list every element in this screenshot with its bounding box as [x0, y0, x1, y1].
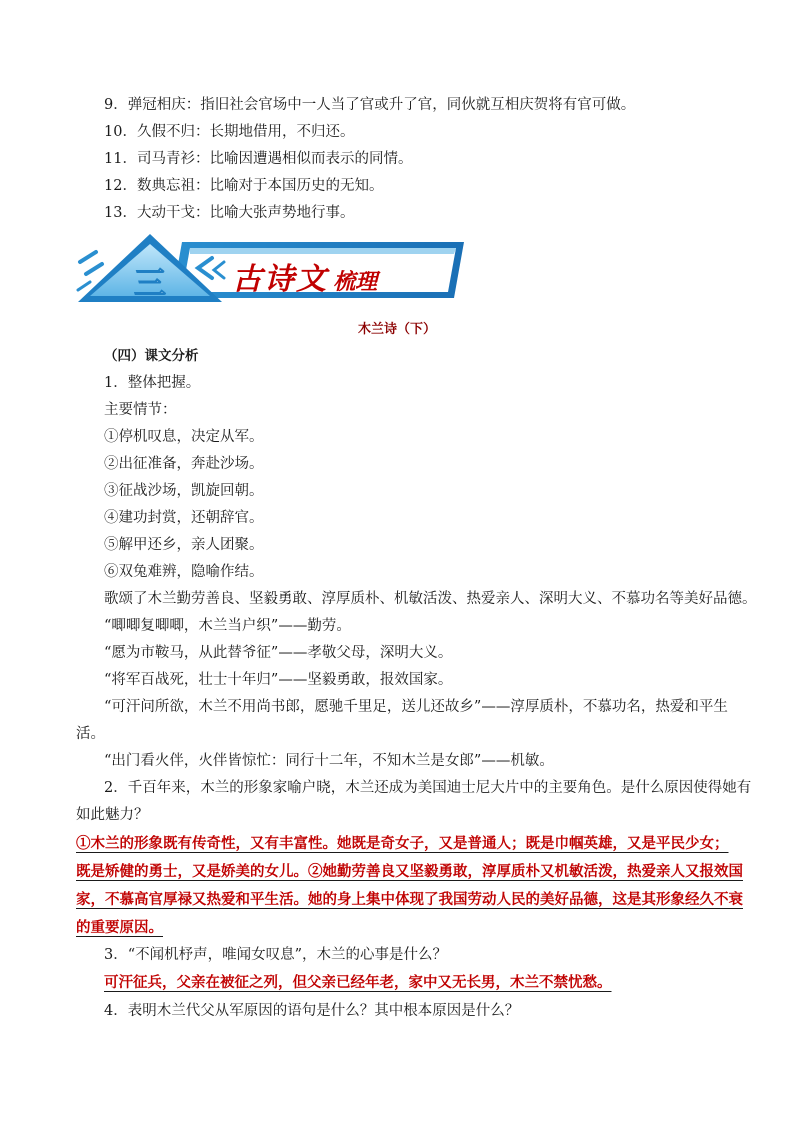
question-3-text: 3．“不闻机杼声，唯闻女叹息”，木兰的心事是什么？: [104, 947, 448, 963]
plot-item: ②出征准备，奔赴沙场。: [104, 456, 264, 472]
plot-item: ⑤解甲还乡，亲人团聚。: [104, 537, 264, 553]
question-1-label: 1．整体把握。: [104, 375, 201, 391]
plot-item: ⑥双兔难辨，隐喻作结。: [104, 564, 264, 580]
question-4-text: 4．表明木兰代父从军原因的语句是什么？其中根本原因是什么？: [104, 1003, 520, 1019]
section-banner: [72, 232, 468, 308]
question-2-text: 2．千百年来，木兰的形象家喻户晓，木兰还成为美国迪士尼大片中的主要角色。是什么原因使得她有: [104, 780, 752, 796]
quote-line: “可汗问所欲，木兰不用尚书郎，愿驰千里足，送儿还故乡”——淳厚质朴，不慕功名，热爱和平生: [104, 699, 728, 715]
banner-title-main: 古诗文: [232, 262, 328, 297]
summary-text: 歌颂了木兰勤劳善良、坚毅勇敢、淳厚质朴、机敏活泼、热爱亲人、深明大义、不慕功名等美好品德。: [104, 591, 757, 607]
answer-2-line: 既是矫健的勇士，又是娇美的女儿。②她勤劳善良又坚毅勇敢，淳厚质朴又机敏活泼，热爱亲人又报效国: [76, 863, 743, 880]
quote-line: 活。: [76, 726, 105, 742]
definition-item: 11．司马青衫：比喻因遭遇相似而表示的同情。: [104, 151, 413, 167]
quote-line: “将军百战死，壮士十年归”——坚毅勇敢，报效国家。: [104, 672, 453, 688]
answer-2-line: 的重要原因。: [76, 919, 163, 936]
banner-title: [232, 254, 377, 298]
lesson-title: 木兰诗（下）: [357, 322, 436, 337]
question-2-text: 如此魅力？: [76, 807, 149, 823]
plot-item: ③征战沙场，凯旋回朝。: [104, 483, 264, 499]
answer-2-line: 家，不慕高官厚禄又热爱和平生活。她的身上集中体现了我国劳动人民的美好品德，这是其形象经久不衰: [76, 891, 743, 908]
definition-item: 9．弹冠相庆：指旧社会官场中一人当了官或升了官，同伙就互相庆贺将有官可做。: [104, 97, 636, 113]
quote-line: “愿为市鞍马，从此替爷征”——孝敬父母，深明大义。: [104, 645, 453, 661]
section-heading: （四）课文分析: [104, 348, 199, 364]
quote-line: “唧唧复唧唧，木兰当户织”——勤劳。: [104, 618, 351, 634]
plot-item: ④建功封赏，还朝辞官。: [104, 510, 264, 526]
plot-label: 主要情节：: [104, 402, 177, 418]
answer-3-text: 可汗征兵，父亲在被征之列，但父亲已经年老，家中又无长男，木兰不禁忧愁。: [104, 974, 612, 991]
banner-number: 三: [133, 264, 166, 302]
answer-2-line: ①木兰的形象既有传奇性，又有丰富性。她既是奇女子，又是普通人；既是巾帼英雄，又是平民少女；: [76, 835, 729, 852]
banner-title-sub: 梳理: [333, 269, 378, 295]
plot-item: ①停机叹息，决定从军。: [104, 429, 264, 445]
quote-line: “出门看火伴，火伴皆惊忙：同行十二年，不知木兰是女郎”——机敏。: [104, 753, 554, 769]
definition-item: 13．大动干戈：比喻大张声势地行事。: [104, 205, 355, 221]
definition-item: 12．数典忘祖：比喻对于本国历史的无知。: [104, 178, 384, 194]
definition-item: 10．久假不归：长期地借用，不归还。: [104, 124, 355, 140]
